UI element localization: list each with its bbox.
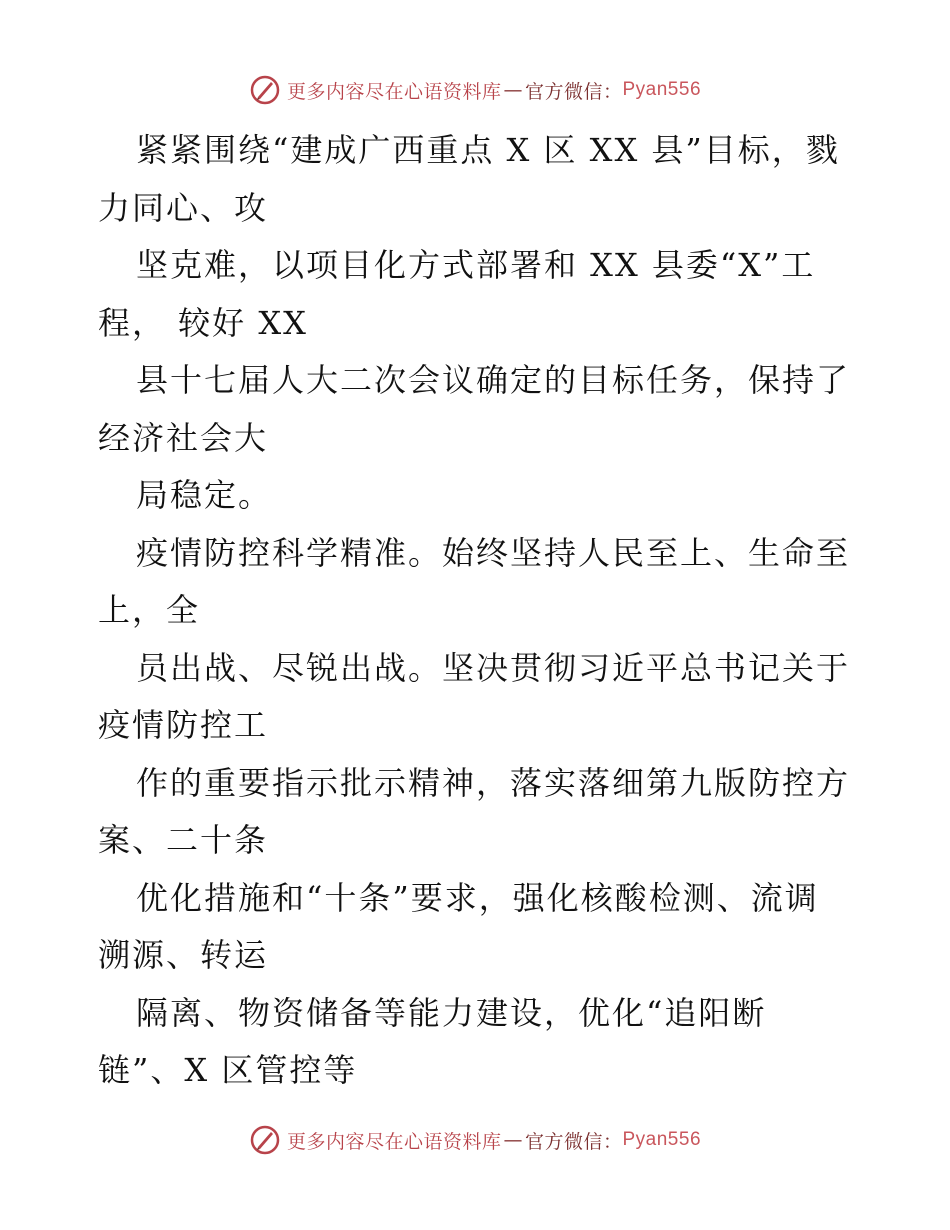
body-line: 程， 较好 XX xyxy=(98,303,308,342)
body-line: 上，全 xyxy=(98,591,201,629)
body-line: 局稳定。 xyxy=(136,476,273,514)
watermark-wechat-id: Pyan556 xyxy=(622,1129,702,1150)
quill-logo-icon xyxy=(249,1124,281,1156)
body-line: 紧紧围绕“建成广西重点 X 区 XX 县”目标，戮 xyxy=(136,131,840,169)
body-line: 力同心、攻 xyxy=(98,188,269,227)
body-line: 经济社会大 xyxy=(98,418,269,457)
body-line: 优化措施和“十条”要求，强化核酸检测、流调 xyxy=(136,878,819,917)
body-line: 链”、X 区管控等 xyxy=(98,1051,358,1089)
body-line: 县十七届人大二次会议确定的目标任务，保持了 xyxy=(136,361,851,399)
body-line: 案、二十条 xyxy=(98,821,269,859)
watermark-official-text: 官方微信： xyxy=(524,1130,623,1153)
body-line: 坚克难，以项目化方式部署和 XX 县委“X”工 xyxy=(136,246,816,284)
watermark-separator: — xyxy=(503,79,523,101)
body-line: 作的重要指示批示精神，落实落细第九版防控方 xyxy=(136,763,851,802)
body-line: 疫情防控科学精准。始终坚持人民至上、生命至 xyxy=(136,533,851,572)
watermark-main-text: 更多内容尽在心语资料库 xyxy=(286,80,502,103)
footer-watermark xyxy=(0,1120,950,1160)
document-body xyxy=(98,122,858,1100)
watermark-official-text: 官方微信： xyxy=(524,80,623,103)
body-line: 溯源、转运 xyxy=(98,936,269,974)
watermark-main-text: 更多内容尽在心语资料库 xyxy=(286,1130,502,1153)
watermark-wechat-id: Pyan556 xyxy=(622,79,702,100)
body-line: 隔离、物资储备等能力建设，优化“追阳断 xyxy=(136,993,767,1032)
watermark-separator: — xyxy=(503,1129,523,1151)
body-line: 员出战、尽锐出战。坚决贯彻习近平总书记关于 xyxy=(136,648,851,687)
body-line: 疫情防控工 xyxy=(98,706,269,744)
header-watermark xyxy=(0,70,950,110)
quill-logo-icon xyxy=(249,74,281,106)
